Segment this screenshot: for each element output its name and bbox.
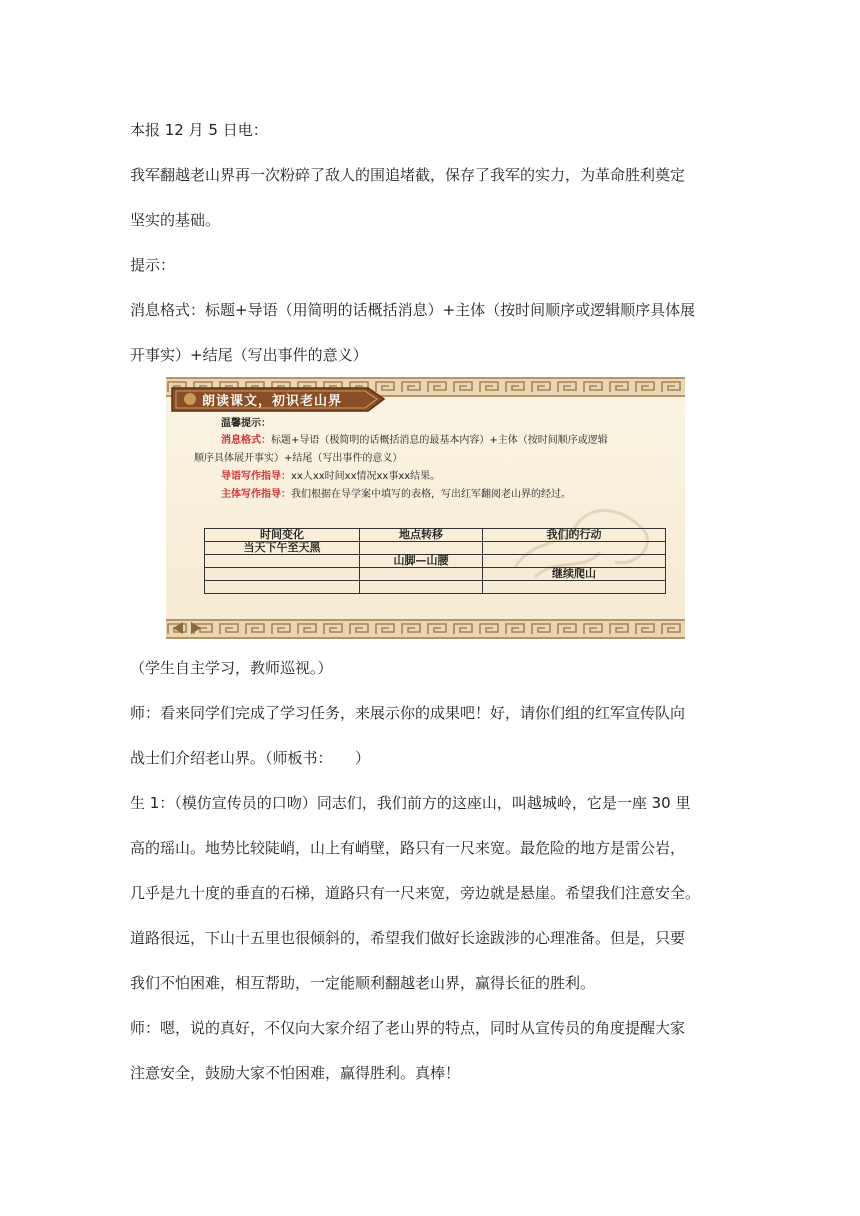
dateline: 本报 12 月 5 日电： <box>130 121 268 139</box>
table-cell <box>360 542 483 555</box>
table-cell: 继续爬山 <box>483 568 666 581</box>
pattern-band-bottom <box>166 619 685 639</box>
table-cell <box>483 542 666 555</box>
paragraph: 战士们介绍老山界。（师板书： ） <box>130 749 371 767</box>
body-label: 主体写作指导： <box>221 489 291 500</box>
body-line <box>221 488 571 502</box>
table-row <box>205 581 666 594</box>
paragraph: 道路很远，下山十五里也很倾斜的，希望我们做好长途跋涉的心理准备。但是，只要 <box>130 929 686 947</box>
paragraph: 师：看来同学们完成了学习任务，来展示你的成果吧！好，请你们组的红军宣传队向 <box>130 704 686 722</box>
header-action: 我们的行动 <box>483 529 666 542</box>
table-cell <box>205 568 360 581</box>
lead-text: xx人xx时间xx情况xx事xx结果。 <box>291 471 441 482</box>
paragraph: 坚实的基础。 <box>130 211 221 229</box>
table-cell <box>360 581 483 594</box>
paragraph: 消息格式：标题+导语（用简明的话概括消息）+主体（按时间顺序或逻辑顺序具体展 <box>130 301 696 319</box>
format-label: 消息格式： <box>221 435 271 446</box>
paragraph: 高的瑶山。地势比较陡峭，山上有峭壁，路只有一尺来宽。最危险的地方是雷公岩， <box>130 839 686 857</box>
table-cell <box>205 581 360 594</box>
table-cell <box>483 581 666 594</box>
hint-label: 提示： <box>130 256 176 274</box>
table-row <box>205 555 666 568</box>
paragraph: 注意安全，鼓励大家不怕困难，赢得胜利。真棒！ <box>130 1064 461 1082</box>
paragraph: 我军翻越老山界再一次粉碎了敌人的围追堵截，保存了我军的实力，为革命胜利奠定 <box>130 166 686 184</box>
stage-note: （学生自主学习，教师巡视。） <box>130 659 333 677</box>
event-table <box>204 528 666 594</box>
table-cell <box>360 568 483 581</box>
meander-pattern <box>166 621 685 637</box>
tip-title: 温馨提示： <box>221 418 271 429</box>
header-place: 地点转移 <box>360 529 483 542</box>
paragraph: 开事实）+结尾（写出事件的意义） <box>130 346 368 364</box>
format-text: 标题+导语（极简明的话概括消息的最基本内容）+主体（按时间顺序或逻辑 <box>271 435 608 446</box>
lesson-slide <box>166 377 685 639</box>
table-row <box>205 568 666 581</box>
slide-nav-arrows-icon <box>171 620 203 636</box>
format-line <box>221 434 608 448</box>
paragraph: 生 1：（模仿宣传员的口吻）同志们，我们前方的这座山，叫越城岭，它是一座 30 里 <box>130 794 691 812</box>
paragraph: 我们不怕困难，相互帮助，一定能顺利翻越老山界，赢得长征的胜利。 <box>130 974 596 992</box>
format-text-cont: 顺序具体展开事实）+结尾（写出事件的意义） <box>194 453 403 464</box>
lead-label: 导语写作指导： <box>221 471 291 482</box>
table-cell <box>483 555 666 568</box>
table-header-row <box>205 529 666 542</box>
banner-title: 朗读课文，初识老山界 <box>202 394 343 409</box>
table-row <box>205 542 666 555</box>
table-cell: 当天下午至天黑 <box>205 542 360 555</box>
table-cell <box>205 555 360 568</box>
paragraph: 几乎是九十度的垂直的石梯，道路只有一尺来宽，旁边就是悬崖。希望我们注意安全。 <box>130 884 701 902</box>
paragraph: 师：嗯，说的真好，不仅向大家介绍了老山界的特点，同时从宣传员的角度提醒大家 <box>130 1019 686 1037</box>
header-time: 时间变化 <box>205 529 360 542</box>
body-text: 我们根据在导学案中填写的表格，写出红军翻阅老山界的经过。 <box>291 489 571 500</box>
lead-line <box>221 470 440 484</box>
table-cell: 山脚—山腰 <box>360 555 483 568</box>
